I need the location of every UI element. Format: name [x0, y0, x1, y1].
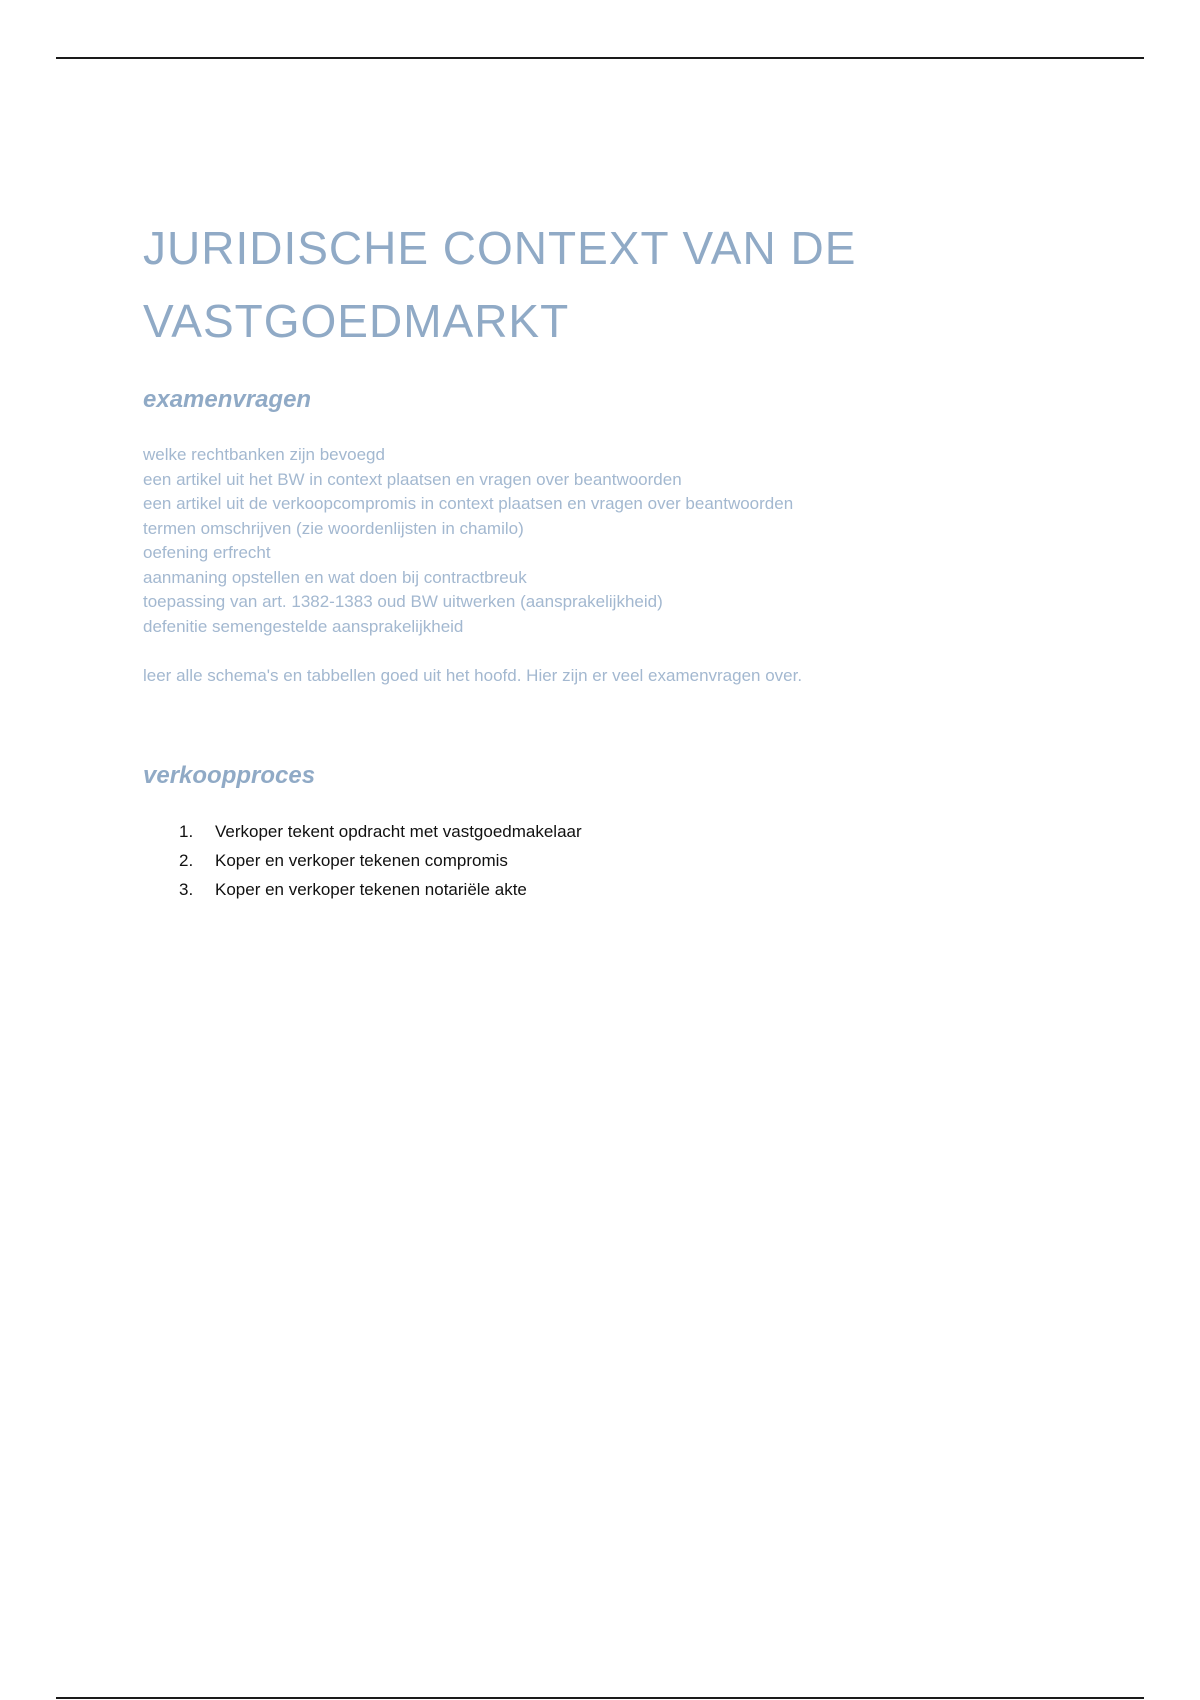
- study-note: leer alle schema's en tabbellen goed uit het hoofd. Hier zijn er veel examenvragen over.: [143, 666, 803, 685]
- section-heading-examenvragen: examenvragen: [143, 386, 312, 413]
- step-text: Koper en verkoper tekenen notariële akte: [215, 880, 527, 899]
- title-line: JURIDISCHE CONTEXT VAN DE: [143, 222, 857, 274]
- list-item: toepassing van art. 1382-1383 oud BW uitwerken (aansprakelijkheid): [143, 592, 663, 611]
- step-item: [179, 846, 582, 875]
- exam-questions-list: [143, 443, 793, 639]
- document-title: [143, 212, 856, 358]
- step-number: 2.: [179, 851, 194, 870]
- list-item: aanmaning opstellen en wat doen bij contractbreuk: [143, 567, 527, 587]
- list-item: oefening erfrecht: [143, 543, 271, 562]
- section-heading-verkoopproces: verkoopproces: [143, 762, 316, 789]
- list-item: een artikel uit de verkoopcompromis in context plaatsen en vragen over beantwoorden: [143, 494, 794, 513]
- step-item: [179, 817, 582, 846]
- bottom-rule: [56, 1697, 1144, 1699]
- list-item: termen omschrijven (zie woordenlijsten in chamilo): [143, 518, 524, 538]
- list-item: welke rechtbanken zijn bevoegd: [143, 445, 385, 464]
- list-item: een artikel uit het BW in context plaatsen en vragen over beantwoorden: [143, 469, 682, 489]
- top-rule: [56, 57, 1144, 59]
- step-number: 1.: [179, 822, 194, 841]
- sales-process-steps: [179, 817, 582, 904]
- title-line: VASTGOEDMARKT: [143, 295, 570, 347]
- step-text: Verkoper tekent opdracht met vastgoedmakelaar: [215, 822, 582, 841]
- list-item: defenitie semengestelde aansprakelijkheid: [143, 616, 464, 636]
- step-number: 3.: [179, 880, 194, 899]
- step-item: [179, 875, 582, 904]
- step-text: Koper en verkoper tekenen compromis: [215, 851, 508, 870]
